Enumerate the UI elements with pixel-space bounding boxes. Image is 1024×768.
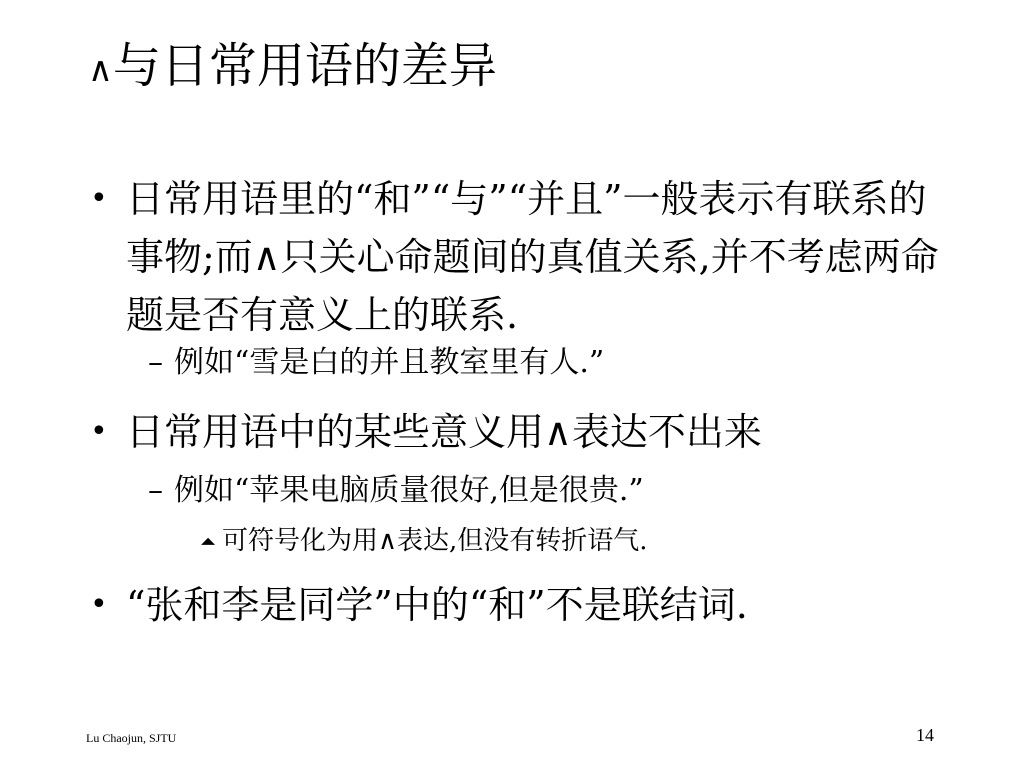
page-number: 14 xyxy=(916,725,934,745)
sub-bullet-marker: – xyxy=(148,345,163,380)
bullet-text: “张和李是同学”中的“和”不是联结词. xyxy=(126,583,748,627)
sub-bullet-text: 例如“雪是白的并且教室里有人.” xyxy=(174,345,605,380)
footer-author: Lu Chaojun, SJTU xyxy=(86,731,177,745)
bullet-marker: • xyxy=(90,414,108,449)
sub-sub-bullet-text: 可符号化为用∧表达,但没有转折语气. xyxy=(222,526,648,556)
bullet-text: 日常用语中的某些意义用∧表达不出来 xyxy=(126,410,762,454)
bullet-text: 日常用语里的“和”“与”“并且”一般表示有联系的事物;而∧只关心命题间的真值关系,并不考虑两命题是否有意义上的联系. xyxy=(126,177,939,337)
triangle-marker-icon: ⏶ xyxy=(200,529,216,553)
bullet-marker: • xyxy=(90,181,108,216)
sub-bullet-text: 例如“苹果电脑质量很好,但是很贵.” xyxy=(174,473,644,508)
slide-title xyxy=(88,30,497,106)
logical-and-symbol: ∧ xyxy=(88,49,113,90)
bullet-marker: • xyxy=(90,587,108,622)
sub-bullet-marker: – xyxy=(148,473,163,508)
slide-title-text: 与日常用语的差异 xyxy=(112,38,497,94)
